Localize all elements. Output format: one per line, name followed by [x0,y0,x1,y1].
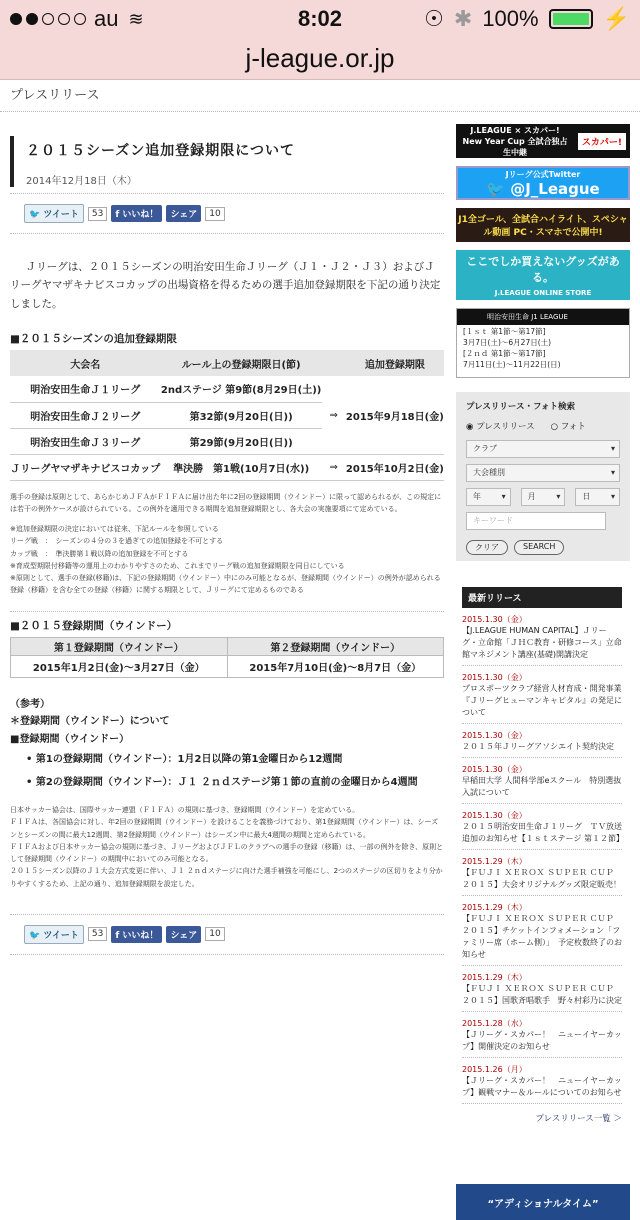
banner-text: [１ｓｔ 第1節〜第17節] [463,327,546,336]
table-row [10,454,444,480]
rotation-lock-icon: ☉ [424,6,444,31]
table-row [11,655,444,677]
web-page [0,80,640,1210]
news-date: 2015.1.30（金） [462,673,527,682]
table-cell: 第29節(9月20日(日)) [161,428,322,454]
table-header: 第１登録期間（ウインドー） [11,637,228,655]
note-line: ※追加登録期限の決定においては従来、下記ルールを参照している [10,525,219,534]
table-header [322,350,346,376]
radio-press[interactable]: ◉ プレスリリース [466,422,535,432]
explanation-line: ＦＩＦＡおよび日本サッカー協会の規則に基づき、ＪリーグおよびＪＦＬのクラブへの選手の登録（移籍）は、一部の例外を除き、原則として登録期間（ウインドー）の期間中においてのみ可能となる。 [10,842,444,864]
news-title[interactable]: 【ＦＵＪＩ ＸＥＲＯＸ ＳＵＰＥＲ ＣＵＰ ２０１５】大会オリジナルグッズ限定販売！ [462,868,622,889]
additional-time-banner[interactable]: “アディショナルタイム” [456,1184,630,1220]
schedule-banner[interactable] [456,308,630,378]
table-row [10,376,444,402]
news-item[interactable] [462,850,622,896]
signal-dot [74,13,86,25]
note-line: ※原則として、選手の登録(移籍)は、下記の登録期間（ウインドー）中にのみ可能となるが、登録期間（ウインドー）の例外が認められる登録（移籍）を含む全ての登録（移籍）に関する期限として、Ｊリーグにて定めるものである [10,574,441,595]
highlight-banner[interactable]: J1全ゴール、全試合ハイライト、スペシャル動画 PC・スマホで公開中! [456,208,630,242]
window-bullets [26,748,444,794]
table-cell [346,376,444,402]
table-header: 第２登録期間（ウインドー） [227,637,444,655]
news-item[interactable] [462,608,622,666]
explanation-block [10,804,444,890]
tweet-button[interactable]: 🐦 ツイート [24,204,84,223]
banner-text: J.LEAGUE ONLINE STORE [494,289,592,297]
year-select[interactable]: 年 ▾ [466,488,511,506]
news-date: 2015.1.29（木） [462,973,527,982]
table1-heading: ■２０１５シーズンの追加登録期限 [10,333,177,346]
like-button[interactable]: f いいね！ [111,926,162,943]
deadline-table [10,350,444,481]
keyword-input[interactable]: キーワード [466,512,606,530]
article-title: ２０１５シーズン追加登録期限について [26,143,296,159]
banner-text: 🐦 @J_League [486,179,600,198]
news-date: 2015.1.29（木） [462,857,527,866]
news-title[interactable]: 早稲田大学 人間科学部eスクール 特別選抜入試について [462,776,622,797]
news-item[interactable] [462,666,622,724]
tweet-count: 53 [88,927,107,941]
table-cell: ⇒ [322,454,346,480]
table-cell: Ｊリーグヤマザキナビスコカップ [10,454,161,480]
more-link[interactable]: プレスリリース一覧 ＞ [535,1114,622,1124]
table-header: ルール上の登録期限日(節) [161,350,322,376]
share-count: 10 [205,207,224,221]
social-buttons [24,204,444,223]
window-table [10,637,444,678]
reference-line: ■登録期間（ウインドー） [10,733,130,745]
article [10,136,444,961]
article-date: 2014年12月18日（木） [26,176,137,187]
reference-line: （参考） [10,698,50,710]
table-cell: 2015年9月18日(金) [345,411,444,423]
news-title[interactable]: 【ＦＵＪＩ ＸＥＲＯＸ ＳＵＰＥＲ ＣＵＰ ２０１５】チケットインフォメーション「ファミリー席（ホーム側）」 予定枚数終了のお知らせ [462,914,622,959]
table-row [10,428,444,454]
news-item[interactable] [462,1012,622,1058]
banner-text: [２ｎｄ 第1節〜第17節] [463,349,546,358]
search-panel [456,392,630,561]
table-cell: 第32節(9月20日(日)) [161,402,322,428]
news-item[interactable] [462,1058,622,1104]
carrier-label: au [94,6,119,31]
radio-photo[interactable]: ○ フォト [550,422,586,432]
banner-text: 7月11日(土)〜11月22日(日) [463,360,561,369]
divider [10,954,444,955]
newyear-cup-banner[interactable] [456,124,630,158]
news-title[interactable]: ２０１５明治安田生命Ｊ１リーグ ＴＶ放送追加のお知らせ【１ｓｔステージ 第１２節】 [462,822,624,843]
section-title: プレスリリース [0,80,640,112]
reference-block [10,696,444,749]
battery-percent: 100% [482,6,539,31]
table-cell: 2ndステージ 第9節(8月29日(土)) [161,376,322,402]
note-paragraph: 選手の登録は原則として、あらかじめＪＦＡがＦＩＦＡに届け出た年に2回の登録期間（ウインドー）に限って認められるが、この規定には若干の例外ケースが設けられている。この例外を適用できる期間を追加登録期限とし、各大会の実施要項にて定めている。 [10,492,442,513]
news-title[interactable]: ２０１５年Ｊリーグアソシエイト契約決定 [462,742,614,751]
news-item[interactable] [462,966,622,1012]
search-button[interactable]: SEARCH [514,540,564,555]
table-header: 追加登録期限 [346,350,444,376]
divider [10,914,444,915]
club-select[interactable]: クラブ ▾ [466,440,620,458]
news-title[interactable]: 【ＦＵＪＩ ＸＥＲＯＸ ＳＵＰＥＲ ＣＵＰ ２０１５】国歌斉唱歌手 野々村彩乃に決定 [462,984,622,1005]
news-title[interactable]: プロスポーツクラブ経営人材育成・開発事業『Ｊリーグヒューマンキャピタル』の発足について [462,684,622,717]
banner-text: J.LEAGUE × スカパー! New Year Cup 全試合独占生中継 [462,125,568,157]
table2-heading: ■２０１５登録期間（ウインドー） [10,619,178,632]
explanation-line: 日本サッカー協会は、国際サッカー連盟（ＦＩＦＡ）の規則に基づき、登録期間（ウインドー）を定めている。 [10,806,360,815]
signal-dot [58,13,70,25]
wifi-icon: ≋ [128,8,144,29]
social-buttons-bottom [24,925,444,944]
clock: 8:02 [297,6,343,31]
table-cell: 準決勝 第1戦(10月7日(水)) [161,454,322,480]
news-date: 2015.1.28（水） [462,1019,527,1028]
table-cell [322,376,346,402]
url-bar[interactable] [0,38,640,80]
signal-dot [42,13,54,25]
news-date: 2015.1.30（金） [462,615,527,624]
article-title-block [10,136,444,187]
news-date: 2015.1.30（金） [462,765,527,774]
reference-line: ＊登録期間（ウインドー）について [10,716,170,728]
news-date: 2015.1.30（金） [462,811,527,820]
banner-text: ここでしか買えないグッズがある。 [466,255,620,284]
charging-icon: ⚡ [602,6,630,31]
table-header: 大会名 [10,350,161,376]
note-list [10,523,444,597]
table-cell [322,428,346,454]
share-button[interactable]: シェア [166,926,201,943]
signal-indicator [10,13,86,25]
search-heading: プレスリリース・フォト検索 [466,402,576,412]
news-title[interactable]: 【Ｊリーグ・スカパー！ ニューイヤーカップ】観戦マナー＆ルールについてのお知らせ [462,1076,622,1097]
divider [10,611,444,612]
latest-heading: 最新リリース [462,587,622,608]
signal-dot [10,13,22,25]
table-cell: 2015年7月10日(金)〜8月7日（金） [227,655,444,677]
news-item[interactable] [462,896,622,966]
banner-text: Jリーグ公式Twitter [505,169,581,179]
table-cell: 明治安田生命Ｊ１リーグ [10,376,161,402]
table-cell: ⇒ [329,409,338,421]
note-line: リーグ戦 ： シーズンの４分の３を過ぎての追加登録を不可とする [10,537,224,546]
bluetooth-icon: ✱ [453,6,473,31]
divider [10,233,444,234]
clear-button[interactable]: クリア [466,540,508,555]
article-intro: Ｊリーグは、２０１５シーズンの明治安田生命Ｊリーグ（Ｊ１・Ｊ２・Ｊ３）およびＪリーグヤマザキナビスコカップの出場資格を得るための選手追加登録期限を下記の通り決定しました。 [10,261,441,310]
explanation-line: ＦＩＦＡは、各国協会に対し、年2回の登録期間（ウインドー）を設けることを義務づけており、第1登録期間（ウインドー）は、シーズンとシーズンの間に最大12週間、第2登録期間（ウインドー）はシーズン中に最大4週間の期間と定められている。 [10,818,439,839]
twitter-banner[interactable] [456,166,630,200]
tournament-select[interactable]: 大会種別 ▾ [466,464,620,482]
note-line: ※育成型期限付移籍等の運用上のわかりやすさのため、これまでリーグ戦の追加登録期限を同日にしている [10,561,345,570]
tweet-button[interactable]: 🐦 ツイート [24,925,84,944]
tweet-count: 53 [88,207,107,221]
table-cell: 2015年1月2日(金)〜3月27日（金） [11,655,228,677]
news-item[interactable] [462,724,622,758]
news-date: 2015.1.30（金） [462,731,527,740]
explanation-line: ２０１５シーズン以降のＪ１大会方式変更に伴い、Ｊ１ ２ｎｄステージに向けた選手補強を可能にし、2つのステージの区切りをより分かりやすくするため、上記の通り、追加登録期限を設定した。 [10,867,443,888]
news-item[interactable] [462,758,622,804]
divider [10,193,444,194]
month-select[interactable]: 月 ▾ [521,488,566,506]
skyperfect-logo: スカパー! [578,133,626,150]
like-button[interactable]: f いいね！ [111,205,162,222]
share-count: 10 [205,927,224,941]
table-row [10,402,444,428]
list-item: • 第1の登録期間（ウインドー）：1月2日以降の第1金曜日から12週間 [26,754,343,766]
table-cell: 明治安田生命Ｊ３リーグ [10,428,161,454]
online-store-banner[interactable] [456,250,630,300]
banner-text: 明治安田生命 J1 LEAGUE [457,309,629,325]
note-line: カップ戦 ： 準決勝第１戦以降の追加登録を不可とする [10,549,189,558]
news-title[interactable]: 【J.LEAGUE HUMAN CAPITAL】Ｊリーグ・立命館「ＪＨＣ教育・研修コース」立命館マネジメント講座(基礎)開講決定 [462,626,622,659]
status-bar [0,0,640,38]
url-text: j-league.or.jp [245,43,395,73]
table-cell [346,428,444,454]
banner-text: 3月7日(土)〜6月27日(土) [463,338,552,347]
battery-icon [549,9,593,29]
news-title[interactable]: 【Ｊリーグ・スカパー！ ニューイヤーカップ】開催決定のお知らせ [462,1030,622,1051]
share-button[interactable]: シェア [166,205,201,222]
day-select[interactable]: 日 ▾ [575,488,620,506]
news-date: 2015.1.29（木） [462,903,527,912]
table-cell: 2015年10月2日(金) [346,454,444,480]
latest-releases [462,587,622,1124]
table-cell: 明治安田生命Ｊ２リーグ [10,402,161,428]
news-item[interactable] [462,804,622,850]
sidebar [456,124,630,1124]
news-date: 2015.1.26（月） [462,1065,527,1074]
list-item: • 第2の登録期間（ウインドー）：Ｊ１ ２ｎｄステージ第１節の直前の金曜日から4週間 [26,777,418,789]
signal-dot [26,13,38,25]
